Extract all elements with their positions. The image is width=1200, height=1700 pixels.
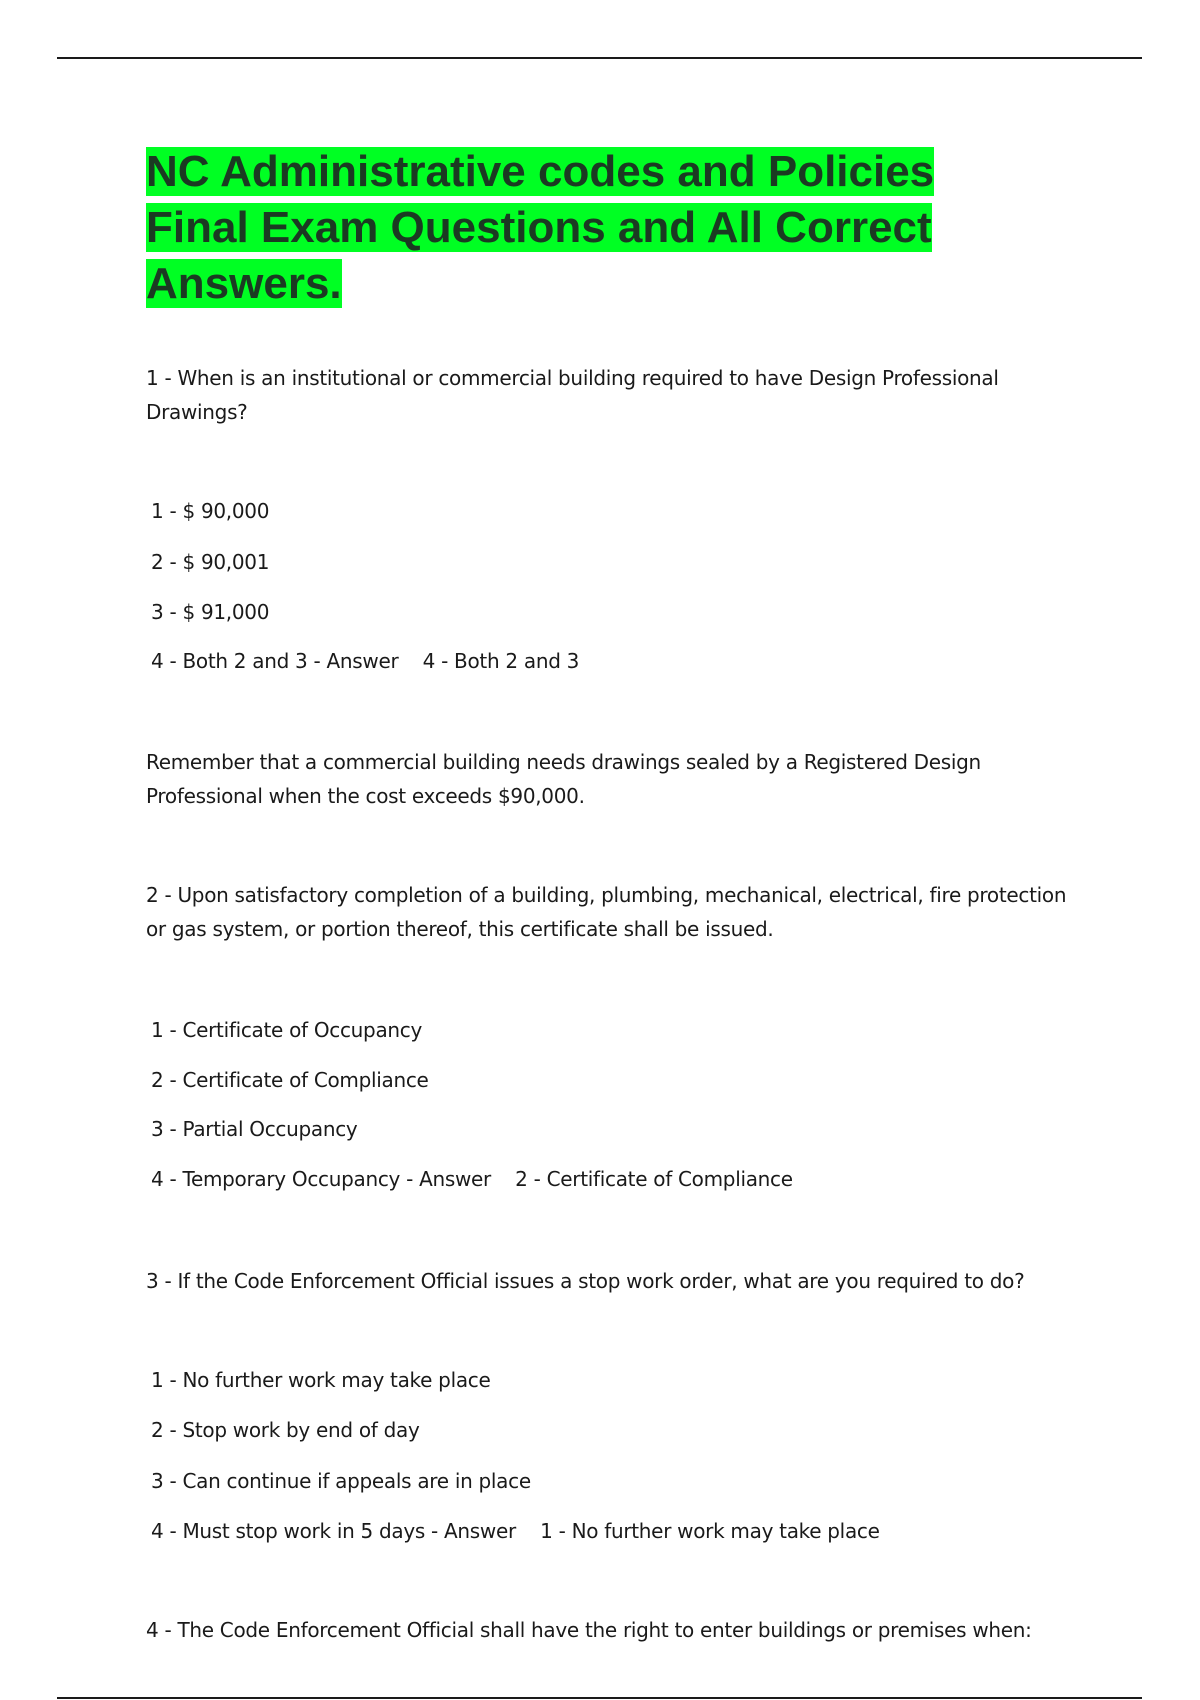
question-1-option-1: 1 - $ 90,000: [151, 499, 270, 523]
question-3-option-3: 3 - Can continue if appeals are in place: [151, 1469, 531, 1493]
question-2-option-2: 2 - Certificate of Compliance: [151, 1068, 429, 1092]
question-3-option-4-answer: 4 - Must stop work in 5 days - Answer 1 - No further work may take place: [151, 1519, 880, 1543]
question-1-option-2: 2 - $ 90,001: [151, 550, 270, 574]
footer-rule: [57, 1697, 1142, 1699]
document-title: [146, 144, 1046, 312]
question-2-text: 2 - Upon satisfactory completion of a building, plumbing, mechanical, electrical, fire protection or gas system, or portion thereof, this certificate shall be issued.: [146, 883, 1067, 941]
question-1-option-3: 3 - $ 91,000: [151, 600, 270, 624]
question-3-text: 3 - If the Code Enforcement Official issues a stop work order, what are you required to do?: [146, 1269, 1025, 1293]
question-1-text: 1 - When is an institutional or commercial building required to have Design Professional Drawings?: [146, 366, 999, 424]
question-1-option-4-answer: 4 - Both 2 and 3 - Answer 4 - Both 2 and 3: [151, 649, 580, 673]
question-4-text: 4 - The Code Enforcement Official shall have the right to enter buildings or premises when:: [146, 1618, 1032, 1642]
header-rule: [57, 57, 1142, 59]
question-3-option-1: 1 - No further work may take place: [151, 1368, 491, 1392]
question-2-option-3: 3 - Partial Occupancy: [151, 1117, 358, 1141]
question-2-option-1: 1 - Certificate of Occupancy: [151, 1018, 423, 1042]
question-1-note: Remember that a commercial building needs drawings sealed by a Registered Design Professional when the cost exceeds $90,000.: [146, 750, 981, 808]
question-3-option-2: 2 - Stop work by end of day: [151, 1418, 420, 1442]
question-2-option-4-answer: 4 - Temporary Occupancy - Answer 2 - Certificate of Compliance: [151, 1167, 793, 1191]
title-highlight: NC Administrative codes and Policies Final Exam Questions and All Correct Answers.: [146, 147, 935, 308]
